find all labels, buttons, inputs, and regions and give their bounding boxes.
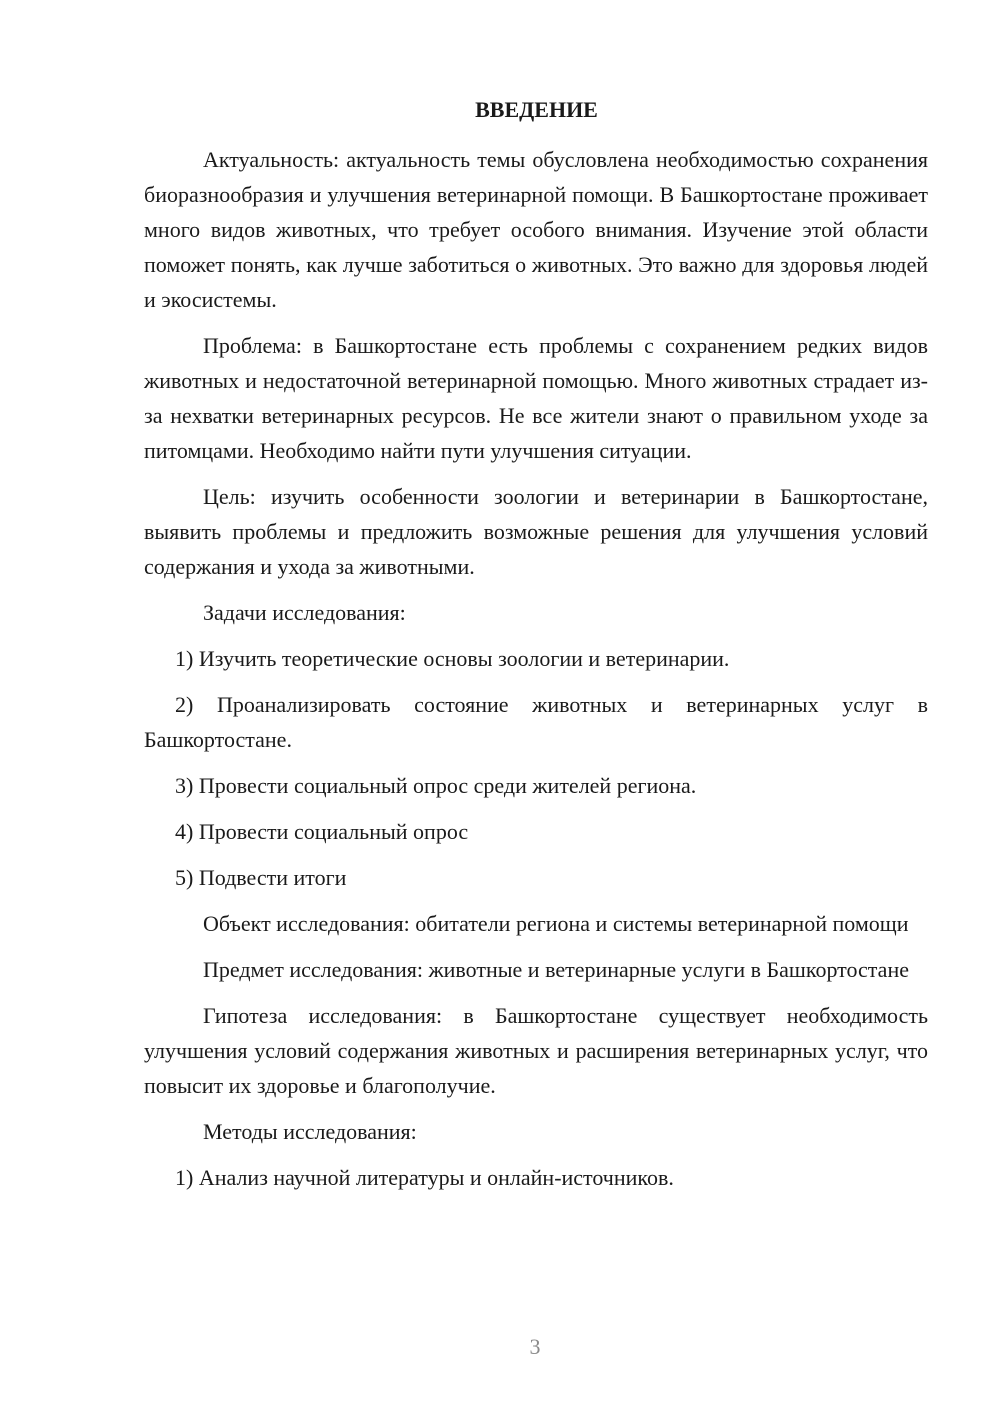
tasks-heading: Задачи исследования: [203, 600, 406, 625]
subject-paragraph: Предмет исследования: животные и ветеринарные услуги в Башкортостане [203, 957, 909, 982]
hypothesis-paragraph: Гипотеза исследования: в Башкортостане существует необходимость улучшения условий содержания животных и расширения ветеринарных услуг, что повысит их здоровье и благополучие. [144, 1003, 928, 1098]
task-item-3: 3) Провести социальный опрос среди жителей региона. [175, 773, 697, 798]
problem-paragraph: Проблема: в Башкортостане есть проблемы с сохранением редких видов животных и недостаточной ветеринарной помощью. Много животных страдает из-за нехватки ветеринарных ресурсов. Не все жители знают о правильном уходе за питомцами. Необходимо найти пути улучшения ситуации. [144, 333, 928, 463]
task-item-5: 5) Подвести итоги [175, 865, 347, 890]
page-number: 3 [529, 1334, 541, 1359]
object-paragraph: Объект исследования: обитатели региона и системы ветеринарной помощи [203, 911, 909, 936]
task-item-1: 1) Изучить теоретические основы зоологии и ветеринарии. [175, 646, 730, 671]
goal-paragraph: Цель: изучить особенности зоологии и ветеринарии в Башкортостане, выявить проблемы и предложить возможные решения для улучшения условий содержания и ухода за животными. [144, 484, 928, 579]
section-title: ВВЕДЕНИЕ [475, 97, 598, 122]
task-item-2: 2) Проанализировать состояние животных и ветеринарных услуг в Башкортостане. [144, 692, 928, 752]
method-item-1: 1) Анализ научной литературы и онлайн-источников. [175, 1165, 674, 1190]
page-content [144, 94, 928, 1206]
relevance-paragraph: Актуальность: актуальность темы обусловлена необходимостью сохранения биоразнообразия и улучшения ветеринарной помощи. В Башкортостане проживает много видов животных, что требует особого внимания. Изучение этой области поможет понять, как лучше заботиться о животных. Это важно для здоровья людей и экосистемы. [144, 147, 928, 312]
task-item-4: 4) Провести социальный опрос [175, 819, 469, 844]
methods-heading: Методы исследования: [203, 1119, 417, 1144]
